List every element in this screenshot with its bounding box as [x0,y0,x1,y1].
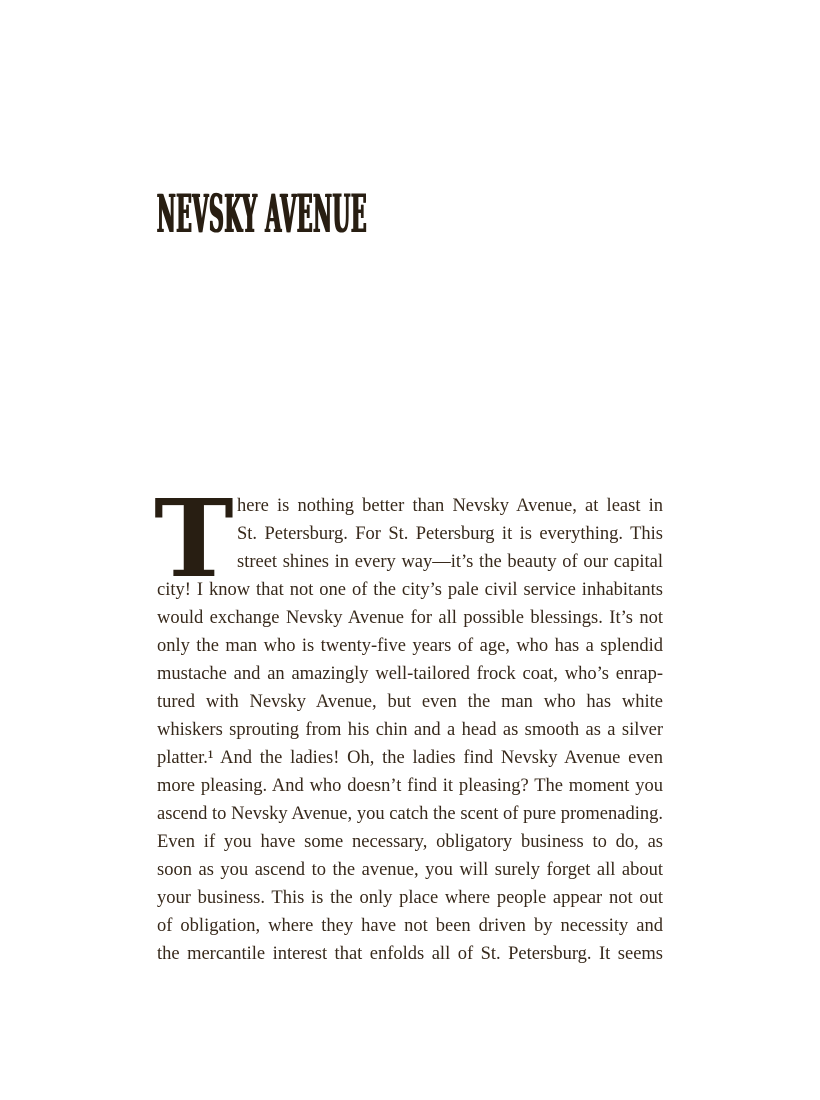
text-line: mustache and an amazingly well-tailored frock coat, who’s enrap- [157,664,663,684]
drop-cap: T [154,477,234,602]
text-line: only the man who is twenty-five years of age, who has a splendid [157,636,663,656]
text-line: your business. This is the only place where people appear not out [157,888,663,908]
paragraph [154,477,663,968]
text-line: tured with Nevsky Avenue, but even the man who has white [157,692,663,712]
text-line: more pleasing. And who doesn’t find it pleasing? The moment you [157,776,663,796]
chapter-title-text: NEVSKY AVENUE [157,184,368,245]
text-line: whiskers sprouting from his chin and a head as smooth as a silver [157,720,663,740]
chapter-title [157,184,696,245]
text-line: platter.¹ And the ladies! Oh, the ladies find Nevsky Avenue even [157,748,663,768]
text-line: would exchange Nevsky Avenue for all possible blessings. It’s not [157,608,663,628]
text-line: here is nothing better than Nevsky Avenue, at least in [237,496,663,516]
text-line: Even if you have some necessary, obligatory business to do, as [157,832,663,852]
text-line: street shines in every way—it’s the beauty of our capital [237,552,663,572]
text-line: of obligation, where they have not been driven by necessity and [157,916,663,936]
text-line: the mercantile interest that enfolds all of St. Petersburg. It seems [157,944,663,964]
text-line: city! I know that not one of the city’s pale civil service inhabitants [157,580,663,600]
text-line: St. Petersburg. For St. Petersburg it is everything. This [237,524,663,544]
text-line: soon as you ascend to the avenue, you will surely forget all about [157,860,663,880]
text-line: ascend to Nevsky Avenue, you catch the scent of pure promenading. [157,804,663,824]
paragraph-body-lines [157,576,663,968]
opening-lines [237,492,663,576]
